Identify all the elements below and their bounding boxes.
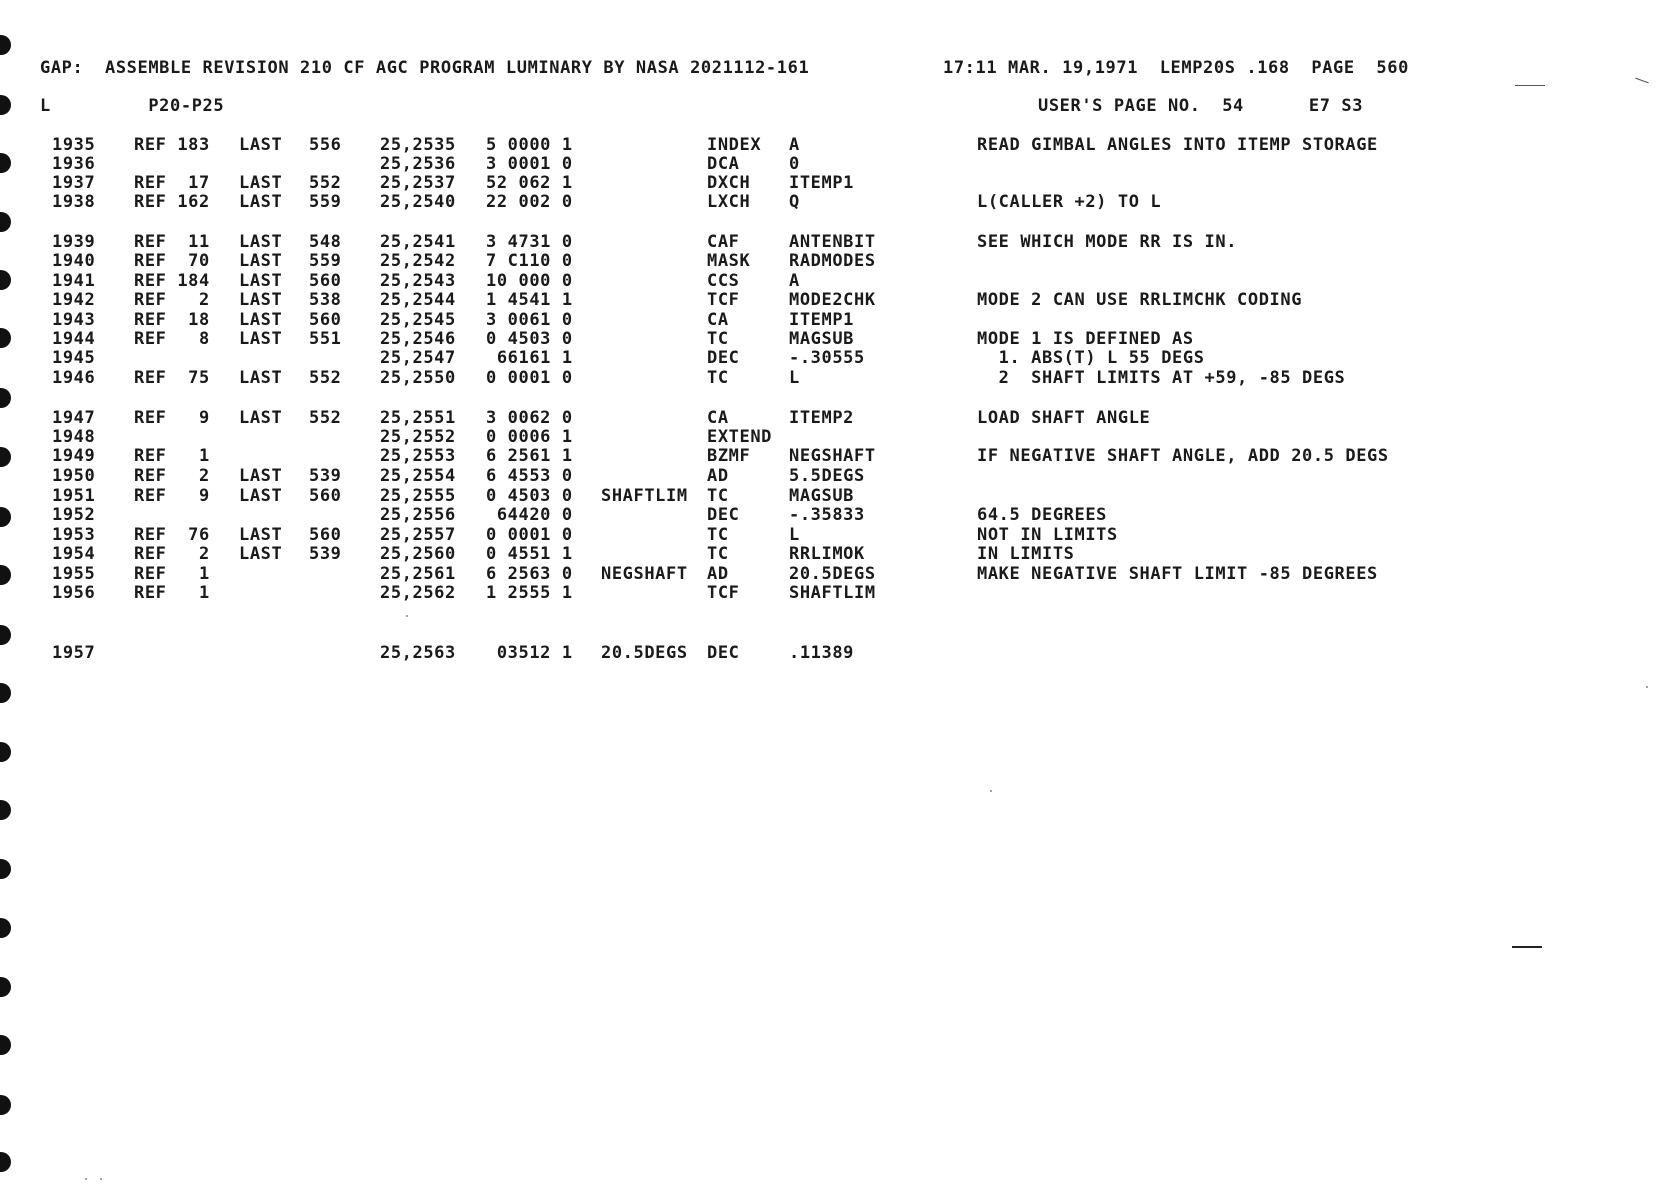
listing-operand: L bbox=[789, 525, 800, 545]
listing-comment: MODE 1 IS DEFINED AS bbox=[977, 329, 1194, 349]
listing-num: 1951 bbox=[52, 486, 96, 506]
listing-lastn: 560 bbox=[309, 486, 342, 506]
listing-operand: MODE2CHK bbox=[789, 290, 876, 310]
listing-code: 3 4731 0 bbox=[486, 232, 573, 252]
listing-ref: REF 1 bbox=[134, 583, 210, 603]
listing-addr: 25,2556 bbox=[380, 505, 456, 525]
listing-num: 1940 bbox=[52, 251, 96, 271]
listing-code: 10 000 0 bbox=[486, 271, 573, 291]
listing-op: INDEX bbox=[707, 135, 762, 155]
listing-op: DEC bbox=[707, 505, 740, 525]
listing-addr: 25,2552 bbox=[380, 427, 456, 447]
listing-code: 1 4541 1 bbox=[486, 290, 573, 310]
listing-comment: MODE 2 CAN USE RRLIMCHK CODING bbox=[977, 290, 1303, 310]
listing-ref: REF 9 bbox=[134, 408, 210, 428]
listing-op: BZMF bbox=[707, 446, 751, 466]
speck bbox=[85, 1178, 87, 1180]
listing-ref: REF 75 bbox=[134, 368, 210, 388]
binder-hole bbox=[0, 918, 11, 938]
listing-operand: NEGSHAFT bbox=[789, 446, 876, 466]
listing-ref: REF 76 bbox=[134, 525, 210, 545]
listing-label: NEGSHAFT bbox=[601, 564, 688, 584]
binder-hole bbox=[0, 212, 11, 232]
listing-op: DXCH bbox=[707, 173, 751, 193]
listing-num: 1936 bbox=[52, 154, 96, 174]
listing-lastn: 560 bbox=[309, 271, 342, 291]
listing-op: CA bbox=[707, 310, 729, 330]
speck bbox=[990, 790, 992, 792]
listing-num: 1947 bbox=[52, 408, 96, 428]
listing-ref: REF 2 bbox=[134, 466, 210, 486]
listing-ref: REF 183 bbox=[134, 135, 210, 155]
listing-num: 1955 bbox=[52, 564, 96, 584]
listing-operand: ITEMP1 bbox=[789, 173, 855, 193]
listing-op: MASK bbox=[707, 251, 751, 271]
listing-code: 3 0001 0 bbox=[486, 154, 573, 174]
binder-hole bbox=[0, 95, 11, 115]
listing-ref: REF 11 bbox=[134, 232, 210, 252]
listing-ref: REF 9 bbox=[134, 486, 210, 506]
listing-op: EXTEND bbox=[707, 427, 773, 447]
listing-addr: 25,2551 bbox=[380, 408, 456, 428]
listing-last: LAST bbox=[239, 329, 283, 349]
listing-addr: 25,2541 bbox=[380, 232, 456, 252]
binder-hole bbox=[0, 1152, 11, 1172]
listing-comment: NOT IN LIMITS bbox=[977, 525, 1118, 545]
listing-addr: 25,2536 bbox=[380, 154, 456, 174]
binder-hole bbox=[0, 388, 11, 408]
listing-num: 1956 bbox=[52, 583, 96, 603]
listing-op: TCF bbox=[707, 290, 740, 310]
listing-op: CCS bbox=[707, 271, 740, 291]
listing-operand: MAGSUB bbox=[789, 486, 855, 506]
listing-last: LAST bbox=[239, 271, 283, 291]
listing-comment: MAKE NEGATIVE SHAFT LIMIT -85 DEGREES bbox=[977, 564, 1378, 584]
listing-lastn: 560 bbox=[309, 310, 342, 330]
speck bbox=[1646, 686, 1648, 688]
listing-last: LAST bbox=[239, 135, 283, 155]
listing-last: LAST bbox=[239, 486, 283, 506]
listing-lastn: 552 bbox=[309, 408, 342, 428]
listing-code: 7 C110 0 bbox=[486, 251, 573, 271]
binder-hole bbox=[0, 565, 11, 585]
listing-comment: IN LIMITS bbox=[977, 544, 1075, 564]
listing-lastn: 552 bbox=[309, 368, 342, 388]
listing-addr: 25,2553 bbox=[380, 446, 456, 466]
listing-code: 52 062 1 bbox=[486, 173, 573, 193]
binder-hole bbox=[0, 742, 11, 762]
listing-addr: 25,2563 bbox=[380, 643, 456, 663]
listing-last: LAST bbox=[239, 232, 283, 252]
listing-comment: SEE WHICH MODE RR IS IN. bbox=[977, 232, 1238, 252]
listing-comment: 64.5 DEGREES bbox=[977, 505, 1108, 525]
listing-operand: 20.5DEGS bbox=[789, 564, 876, 584]
margin-mark bbox=[1515, 85, 1545, 86]
listing-last: LAST bbox=[239, 251, 283, 271]
listing-num: 1935 bbox=[52, 135, 96, 155]
binder-hole bbox=[0, 507, 11, 527]
listing-last: LAST bbox=[239, 525, 283, 545]
binder-hole bbox=[0, 1095, 11, 1115]
listing-lastn: 559 bbox=[309, 192, 342, 212]
binder-hole bbox=[0, 35, 11, 55]
listing-lastn: 551 bbox=[309, 329, 342, 349]
listing-ref: REF 1 bbox=[134, 446, 210, 466]
listing-num: 1948 bbox=[52, 427, 96, 447]
listing-op: AD bbox=[707, 564, 729, 584]
listing-code: 0 4503 0 bbox=[486, 329, 573, 349]
listing-operand: ANTENBIT bbox=[789, 232, 876, 252]
listing-addr: 25,2535 bbox=[380, 135, 456, 155]
binder-hole bbox=[0, 153, 11, 173]
listing-lastn: 556 bbox=[309, 135, 342, 155]
listing-operand: -.35833 bbox=[789, 505, 865, 525]
listing-last: LAST bbox=[239, 173, 283, 193]
listing-operand: ITEMP2 bbox=[789, 408, 855, 428]
listing-num: 1942 bbox=[52, 290, 96, 310]
listing-op: LXCH bbox=[707, 192, 751, 212]
listing-label: SHAFTLIM bbox=[601, 486, 688, 506]
header-title: GAP: ASSEMBLE REVISION 210 CF AGC PROGRAM LUMINARY BY NASA 2021112-161 bbox=[40, 58, 810, 78]
listing-op: TC bbox=[707, 525, 729, 545]
listing-num: 1938 bbox=[52, 192, 96, 212]
listing-ref: REF 184 bbox=[134, 271, 210, 291]
listing-op: TC bbox=[707, 486, 729, 506]
listing-ref: REF 70 bbox=[134, 251, 210, 271]
listing-operand: A bbox=[789, 271, 800, 291]
listing-last: LAST bbox=[239, 192, 283, 212]
listing-lastn: 548 bbox=[309, 232, 342, 252]
listing-addr: 25,2543 bbox=[380, 271, 456, 291]
listing-addr: 25,2537 bbox=[380, 173, 456, 193]
listing-last: LAST bbox=[239, 368, 283, 388]
listing-num: 1944 bbox=[52, 329, 96, 349]
listing-code: 0 0001 0 bbox=[486, 368, 573, 388]
listing-lastn: 539 bbox=[309, 544, 342, 564]
listing-op: TC bbox=[707, 544, 729, 564]
listing-last: LAST bbox=[239, 310, 283, 330]
listing-last: LAST bbox=[239, 290, 283, 310]
listing-operand: Q bbox=[789, 192, 800, 212]
listing-comment: IF NEGATIVE SHAFT ANGLE, ADD 20.5 DEGS bbox=[977, 446, 1389, 466]
listing-num: 1941 bbox=[52, 271, 96, 291]
listing-ref: REF 2 bbox=[134, 290, 210, 310]
listing-operand: RADMODES bbox=[789, 251, 876, 271]
binder-hole bbox=[0, 1035, 11, 1055]
listing-last: LAST bbox=[239, 408, 283, 428]
listing-addr: 25,2557 bbox=[380, 525, 456, 545]
listing-num: 1939 bbox=[52, 232, 96, 252]
listing-num: 1946 bbox=[52, 368, 96, 388]
speck bbox=[406, 615, 408, 617]
listing-comment: LOAD SHAFT ANGLE bbox=[977, 408, 1151, 428]
binder-hole bbox=[0, 270, 11, 290]
listing-op: TCF bbox=[707, 583, 740, 603]
listing-label: 20.5DEGS bbox=[601, 643, 688, 663]
listing-ref: REF 8 bbox=[134, 329, 210, 349]
header-timestamp: 17:11 MAR. 19,1971 LEMP20S .168 PAGE 560 bbox=[943, 58, 1409, 78]
listing-addr: 25,2547 bbox=[380, 348, 456, 368]
listing-ref: REF 2 bbox=[134, 544, 210, 564]
margin-mark bbox=[1635, 78, 1648, 84]
listing-comment: L(CALLER +2) TO L bbox=[977, 192, 1162, 212]
listing-op: DEC bbox=[707, 348, 740, 368]
listing-addr: 25,2542 bbox=[380, 251, 456, 271]
listing-ref: REF 18 bbox=[134, 310, 210, 330]
listing-operand: L bbox=[789, 368, 800, 388]
listing-ref: REF 17 bbox=[134, 173, 210, 193]
listing-addr: 25,2540 bbox=[380, 192, 456, 212]
listing-addr: 25,2555 bbox=[380, 486, 456, 506]
listing-op: CA bbox=[707, 408, 729, 428]
listing-lastn: 560 bbox=[309, 525, 342, 545]
listing-code: 6 4553 0 bbox=[486, 466, 573, 486]
listing-comment: READ GIMBAL ANGLES INTO ITEMP STORAGE bbox=[977, 135, 1378, 155]
listing-operand: 5.5DEGS bbox=[789, 466, 865, 486]
listing-operand: RRLIMOK bbox=[789, 544, 865, 564]
listing-comment: 2 SHAFT LIMITS AT +59, -85 DEGS bbox=[977, 368, 1346, 388]
binder-hole bbox=[0, 683, 11, 703]
listing-code: 03512 1 bbox=[486, 643, 573, 663]
listing-code: 3 0061 0 bbox=[486, 310, 573, 330]
listing-last: LAST bbox=[239, 466, 283, 486]
listing-operand: SHAFTLIM bbox=[789, 583, 876, 603]
listing-code: 6 2561 1 bbox=[486, 446, 573, 466]
listing-ref: REF 162 bbox=[134, 192, 210, 212]
listing-code: 0 4551 1 bbox=[486, 544, 573, 564]
listing-code: 5 0000 1 bbox=[486, 135, 573, 155]
listing-num: 1952 bbox=[52, 505, 96, 525]
listing-code: 0 4503 0 bbox=[486, 486, 573, 506]
listing-operand: ITEMP1 bbox=[789, 310, 855, 330]
listing-op: AD bbox=[707, 466, 729, 486]
listing-num: 1945 bbox=[52, 348, 96, 368]
listing-num: 1950 bbox=[52, 466, 96, 486]
listing-code: 0 0001 0 bbox=[486, 525, 573, 545]
binder-hole bbox=[0, 447, 11, 467]
listing-lastn: 559 bbox=[309, 251, 342, 271]
listing-addr: 25,2544 bbox=[380, 290, 456, 310]
header-page-number: USER'S PAGE NO. 54 E7 S3 bbox=[1038, 96, 1364, 116]
listing-operand: MAGSUB bbox=[789, 329, 855, 349]
listing-num: 1957 bbox=[52, 643, 96, 663]
listing-addr: 25,2550 bbox=[380, 368, 456, 388]
binder-hole bbox=[0, 625, 11, 645]
listing-code: 64420 0 bbox=[486, 505, 573, 525]
listing-addr: 25,2554 bbox=[380, 466, 456, 486]
listing-addr: 25,2562 bbox=[380, 583, 456, 603]
listing-num: 1953 bbox=[52, 525, 96, 545]
listing-op: TC bbox=[707, 329, 729, 349]
listing-last: LAST bbox=[239, 544, 283, 564]
listing-lastn: 538 bbox=[309, 290, 342, 310]
binder-hole bbox=[0, 859, 11, 879]
listing-code: 22 002 0 bbox=[486, 192, 573, 212]
listing-addr: 25,2561 bbox=[380, 564, 456, 584]
listing-code: 1 2555 1 bbox=[486, 583, 573, 603]
listing-num: 1954 bbox=[52, 544, 96, 564]
listing-code: 0 0006 1 bbox=[486, 427, 573, 447]
listing-comment: 1. ABS(T) L 55 DEGS bbox=[977, 348, 1205, 368]
header-section: L P20-P25 bbox=[40, 96, 225, 116]
listing-operand: A bbox=[789, 135, 800, 155]
binder-hole bbox=[0, 800, 11, 820]
listing-op: DEC bbox=[707, 643, 740, 663]
listing-operand: 0 bbox=[789, 154, 800, 174]
listing-addr: 25,2560 bbox=[380, 544, 456, 564]
listing-ref: REF 1 bbox=[134, 564, 210, 584]
listing-lastn: 552 bbox=[309, 173, 342, 193]
binder-hole bbox=[0, 328, 11, 348]
listing-op: TC bbox=[707, 368, 729, 388]
listing-code: 6 2563 0 bbox=[486, 564, 573, 584]
listing-op: DCA bbox=[707, 154, 740, 174]
listing-op: CAF bbox=[707, 232, 740, 252]
listing-addr: 25,2546 bbox=[380, 329, 456, 349]
speck bbox=[100, 1178, 102, 1180]
listing-operand: -.30555 bbox=[789, 348, 865, 368]
binder-hole bbox=[0, 977, 11, 997]
listing-num: 1943 bbox=[52, 310, 96, 330]
binder-holes bbox=[0, 0, 20, 1203]
listing-num: 1937 bbox=[52, 173, 96, 193]
listing-lastn: 539 bbox=[309, 466, 342, 486]
listing-num: 1949 bbox=[52, 446, 96, 466]
listing-addr: 25,2545 bbox=[380, 310, 456, 330]
listing-operand: .11389 bbox=[789, 643, 855, 663]
margin-mark bbox=[1512, 946, 1542, 948]
listing-code: 3 0062 0 bbox=[486, 408, 573, 428]
listing-code: 66161 1 bbox=[486, 348, 573, 368]
